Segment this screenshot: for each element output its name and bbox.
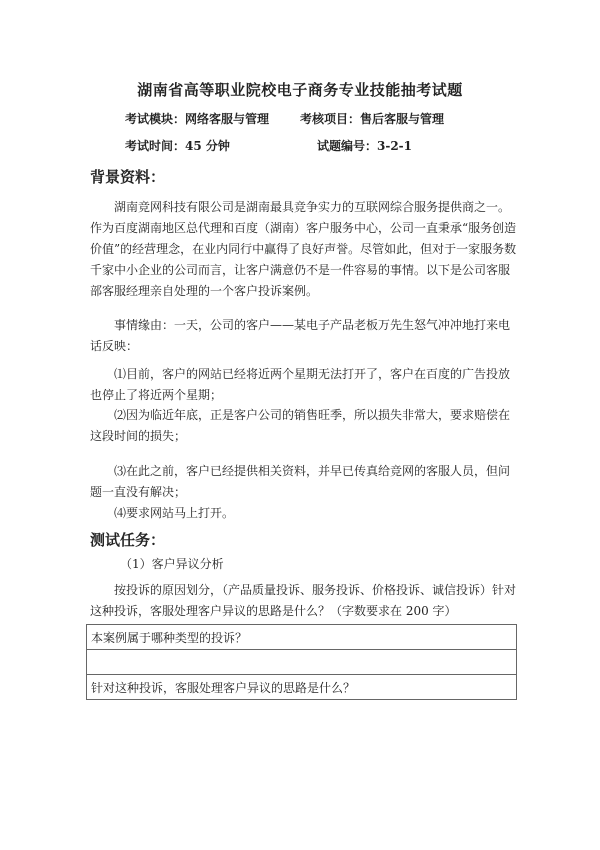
- table-row: [87, 650, 517, 675]
- exam-time: 考试时间：45 分钟: [125, 139, 230, 153]
- question-cell-approach: 针对这种投诉，客服处理客户异议的思路是什么？: [87, 675, 517, 700]
- task-subheading: （1）客户异议分析: [120, 557, 224, 571]
- table-row: [87, 675, 517, 700]
- answer-table: [86, 624, 517, 700]
- complaint-item-4: ⑷要求网站马上打开。: [114, 506, 235, 520]
- task-heading: 测试任务：: [90, 531, 166, 549]
- background-heading: 背景资料：: [90, 168, 166, 186]
- complaint-item-3: ⑶在此之前，客户已经提供相关资料，并早已传真给竞网的客服人员，但问题一直没有解决；: [90, 464, 511, 499]
- answer-cell-type[interactable]: [87, 650, 517, 675]
- background-paragraph-1: 湖南竞网科技有限公司是湖南最具竞争实力的互联网综合服务提供商之一。作为百度湖南地区总代理和百度（湖南）客户服务中心，公司一直秉承“服务创造价值”的经营理念，在业内同行中赢得了良好声誉。尽管如此，但对于一家服务数千家中小企业的公司而言，让客户满意仍不是一件容易的事情。以下是公司客服部客服经理亲自处理的一个客户投诉案例。: [90, 200, 517, 298]
- table-row: [87, 625, 517, 650]
- background-paragraph-2: 事情缘由：一天，公司的客户——某电子产品老板万先生怒气冲冲地打来电话反映：: [90, 318, 511, 353]
- task-paragraph: 按投诉的原因划分，（产品质量投诉、服务投诉、价格投诉、诚信投诉）针对这种投诉，客服处理客户异议的思路是什么？（字数要求在 200 字）: [90, 583, 517, 618]
- complaint-item-2: ⑵因为临近年底，正是客户公司的销售旺季，所以损失非常大，要求赔偿在这段时间的损失；: [90, 408, 511, 443]
- complaint-item-1: ⑴目前，客户的网站已经将近两个星期无法打开了，客户在百度的广告投放也停止了将近两个星期；: [90, 367, 511, 402]
- assessment-project: 考核项目：售后客服与管理: [300, 112, 445, 126]
- page-title: 湖南省高等职业院校电子商务专业技能抽考试题: [137, 81, 463, 99]
- question-number: 试题编号：3-2-1: [317, 139, 413, 153]
- question-cell-type: 本案例属于哪种类型的投诉？: [87, 625, 517, 650]
- exam-module: 考试模块：网络客服与管理: [125, 112, 270, 126]
